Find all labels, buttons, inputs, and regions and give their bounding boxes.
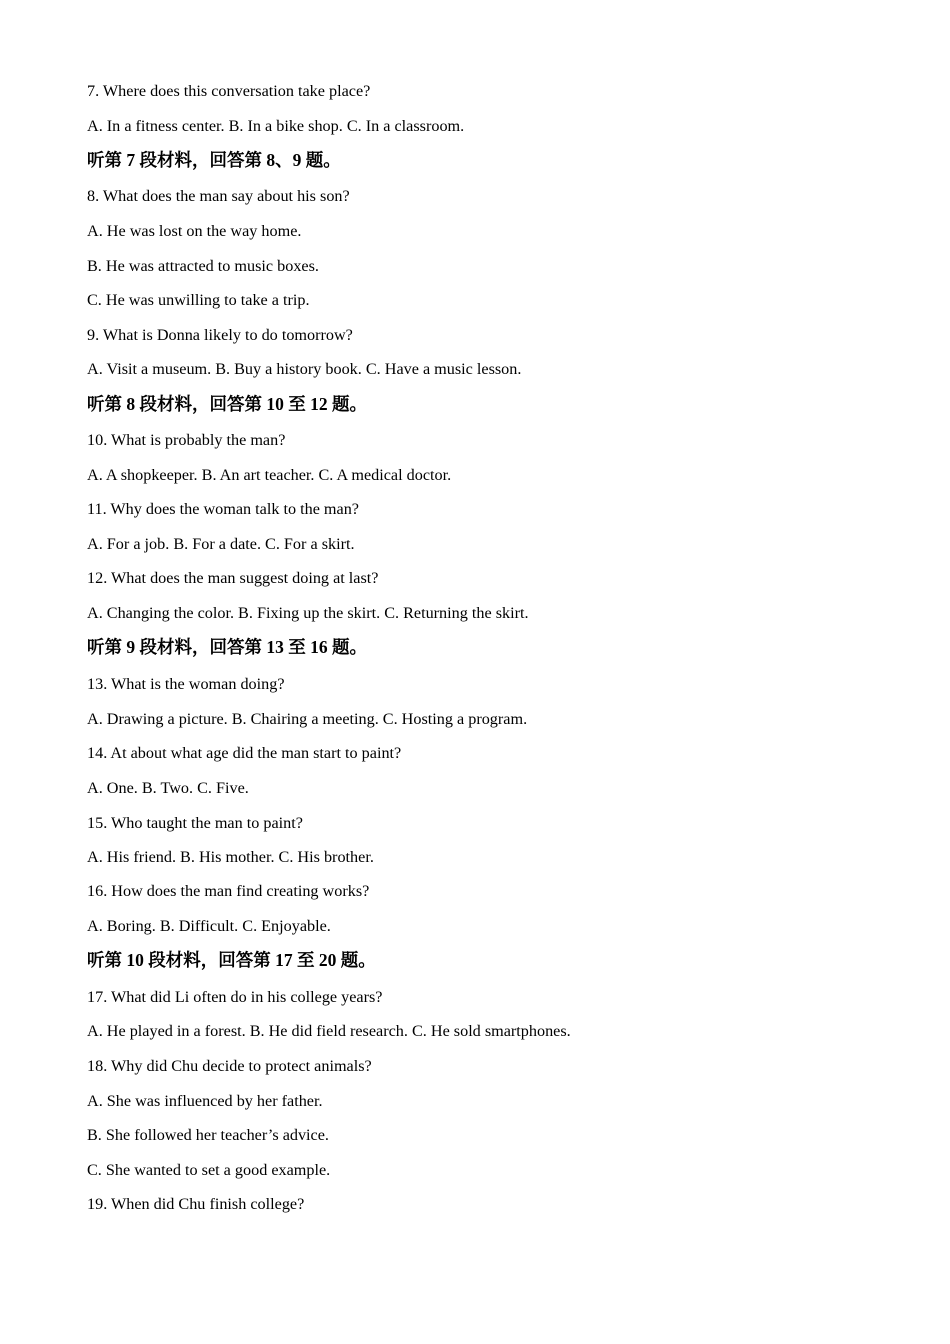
- answer-options: A. One. B. Two. C. Five.: [87, 779, 249, 797]
- answer-options: B. He was attracted to music boxes.: [87, 257, 319, 275]
- answer-options: A. In a fitness center. B. In a bike shop. C. In a classroom.: [87, 117, 465, 135]
- answer-options: A. He played in a forest. B. He did field research. C. He sold smartphones.: [87, 1022, 571, 1040]
- answer-options: A. Drawing a picture. B. Chairing a meeting. C. Hosting a program.: [87, 710, 528, 728]
- answer-options: A. He was lost on the way home.: [87, 222, 302, 240]
- answer-options: A. She was influenced by her father.: [87, 1092, 323, 1110]
- answer-options: A. Boring. B. Difficult. C. Enjoyable.: [87, 917, 331, 935]
- question-text: 13. What is the woman doing?: [87, 675, 285, 693]
- section-heading: 听第 7 段材料，回答第 8、9 题。: [87, 150, 341, 170]
- answer-options: C. She wanted to set a good example.: [87, 1161, 331, 1179]
- section-heading: 听第 9 段材料，回答第 13 至 16 题。: [87, 637, 367, 657]
- question-text: 7. Where does this conversation take place?: [87, 82, 371, 100]
- question-text: 8. What does the man say about his son?: [87, 187, 350, 205]
- question-text: 18. Why did Chu decide to protect animals?: [87, 1057, 372, 1075]
- section-heading: 听第 8 段材料，回答第 10 至 12 题。: [87, 394, 367, 414]
- question-text: 10. What is probably the man?: [87, 431, 286, 449]
- section-heading: 听第 10 段材料，回答第 17 至 20 题。: [87, 950, 376, 970]
- question-text: 9. What is Donna likely to do tomorrow?: [87, 326, 353, 344]
- question-text: 17. What did Li often do in his college years?: [87, 988, 383, 1006]
- answer-options: B. She followed her teacher’s advice.: [87, 1126, 329, 1144]
- question-text: 15. Who taught the man to paint?: [87, 814, 303, 832]
- question-text: 14. At about what age did the man start to paint?: [87, 744, 402, 762]
- question-text: 19. When did Chu finish college?: [87, 1195, 305, 1213]
- answer-options: C. He was unwilling to take a trip.: [87, 291, 310, 309]
- question-text: 12. What does the man suggest doing at last?: [87, 569, 379, 587]
- answer-options: A. His friend. B. His mother. C. His brother.: [87, 848, 374, 866]
- answer-options: A. A shopkeeper. B. An art teacher. C. A medical doctor.: [87, 466, 452, 484]
- answer-options: A. Visit a museum. B. Buy a history book. C. Have a music lesson.: [87, 360, 522, 378]
- answer-options: A. Changing the color. B. Fixing up the skirt. C. Returning the skirt.: [87, 604, 529, 622]
- question-text: 11. Why does the woman talk to the man?: [87, 500, 359, 518]
- question-text: 16. How does the man find creating works?: [87, 882, 370, 900]
- answer-options: A. For a job. B. For a date. C. For a skirt.: [87, 535, 355, 553]
